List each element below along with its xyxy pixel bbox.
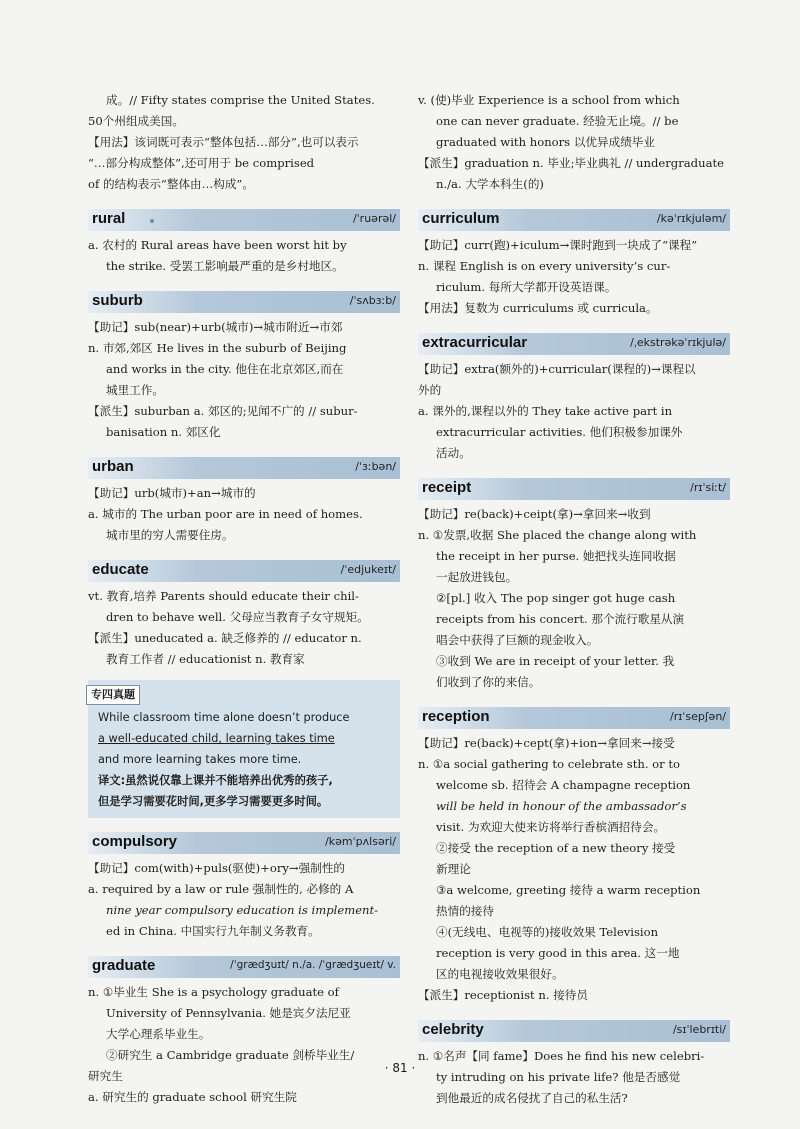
page-number: · 81 · [384, 1061, 416, 1075]
dot-decoration [150, 219, 154, 223]
headword-graduate: graduate /ˈgrædʒuɪt/ n./a. /ˈgrædʒueɪt/ v. [88, 956, 400, 978]
entry-receipt: 【助记】re(back)+ceipt(拿)→拿回来→收到 n. ①发票,收据 She placed the change along with the receipt in her purse. 她把找头连同收据 一起放进钱包。 ②[pl.] 收入 The pop singer got huge cash receipts from his concert. 那个流行歌星从演 唱会中获得了巨额的现金收入。 ③收到 We are in receipt of your letter. 我 们收到了你的来信。 [418, 507, 697, 689]
right-column [418, 90, 730, 1109]
entry-celebrity: n. ①名声【同 fame】Does he find his new celebri- ty intruding on his private life? 他是否感觉 到他最近的成名侵扰了自己的私生活? [418, 1049, 705, 1105]
headword-extracurricular: extracurricular /ˌekstrəkəˈrɪkjulə/ [418, 333, 730, 355]
entry-compulsory: 【助记】com(with)+puls(驱使)+ory→强制性的 a. required by a law or rule 强制性的, 必修的 A nine year compulsory education is implement- ed in China. 中国实行九年制义务教育。 [88, 861, 379, 938]
intro-text-right: v. (使)毕业 Experience is a school from which one can never graduate. 经验无止境。// be graduated with honors 以优异成绩毕业 【派生】graduation n. 毕业;毕业典礼 // undergraduate n./a. 大学本科生(的) [418, 93, 724, 191]
headword-educate: educate /ˈedjukeɪt/ [88, 560, 400, 582]
headword-suburb: suburb /ˈsʌbɜːb/ [88, 291, 400, 313]
headword-reception: reception /rɪˈsepʃən/ [418, 707, 730, 729]
headword-curriculum: curriculum /kəˈrɪkjuləm/ [418, 209, 730, 231]
intro-text: 成。// Fifty states comprise the United States. 50个州组成美国。 【用法】该词既可表示“整体包括…部分”,也可以表示 “…部分构成整体”,还可用于 be comprised of 的结构表示“整体由…构成”。 [88, 93, 375, 191]
headword-compulsory: compulsory /kəmˈpʌlsəri/ [88, 832, 400, 854]
headword-rural: rural /ˈruərəl/ [88, 209, 400, 231]
entry-rural: a. 农村的 Rural areas have been worst hit by the strike. 受罢工影响最严重的是乡村地区。 [88, 238, 347, 273]
headword-celebrity: celebrity /sɪˈlebrɪti/ [418, 1020, 730, 1042]
headword-urban: urban /ˈɜːbən/ [88, 457, 400, 479]
exam-label: 专四真题 [86, 685, 140, 705]
entry-graduate: n. ①毕业生 She is a psychology graduate of University of Pennsylvania. 她是宾夕法尼亚 大学心理系毕业生。 ②研究生 a Cambridge graduate 剑桥毕业生/ 研究生 a. 研究生的 graduate school 研究生院 [88, 985, 355, 1104]
entry-suburb: 【助记】sub(near)+urb(城市)→城市附近→市郊 n. 市郊,郊区 He lives in the suburb of Beijing and works in the city. 他住在北京郊区,而在 城里工作。 【派生】suburban a. 郊区的;见闻不广的 // subur- banisation n. 郊区化 [88, 320, 358, 439]
entry-educate: vt. 教育,培养 Parents should educate their chil- dren to behave well. 父母应当教育子女守规矩。 【派生】uneducated a. 缺乏修养的 // educator n. 教育工作者 // educationist n. 教育家 [88, 589, 369, 666]
exam-question-box: 专四真题 While classroom time alone doesn’t produce a well-educated child, learning takes time and more learning takes more time. 译文:虽然说仅靠上课并不能培养出优秀的孩子, 但是学习需要花时间,更多学习需要更多时间。 [88, 680, 400, 818]
headword-receipt: receipt /rɪˈsiːt/ [418, 478, 730, 500]
entry-reception: 【助记】re(back)+cept(拿)+ion→拿回来→接受 n. ①a social gathering to celebrate sth. or to welcome sb. 招待会 A champagne reception will be held in honour of the ambassador’s visit. 为欢迎大使来访将举行香槟酒招待会。 ②接受 the reception of a new theory 接受 新理论 ③a welcome, greeting 接待 a warm reception 热情的接待 ④(无线电、电视等的)接收效果 Television reception is very good in this area. 这一地 区的电视接收效果很好。 【派生】receptionist n. 接待员 [418, 736, 701, 1002]
left-column [88, 90, 400, 1108]
entry-urban: 【助记】urb(城市)+an→城市的 a. 城市的 The urban poor are in need of homes. 城市里的穷人需要住房。 [88, 486, 363, 542]
entry-extracurricular: 【助记】extra(额外的)+curricular(课程的)→课程以 外的 a. 课外的,课程以外的 They take active part in extracurricular activities. 他们积极参加课外 活动。 [418, 362, 696, 460]
entry-curriculum: 【助记】curr(跑)+iculum→课时跑到一块成了“课程” n. 课程 English is on every university’s cur- riculum. 每所大学都开设英语课。 【用法】复数为 curriculums 或 curricula。 [418, 238, 698, 315]
